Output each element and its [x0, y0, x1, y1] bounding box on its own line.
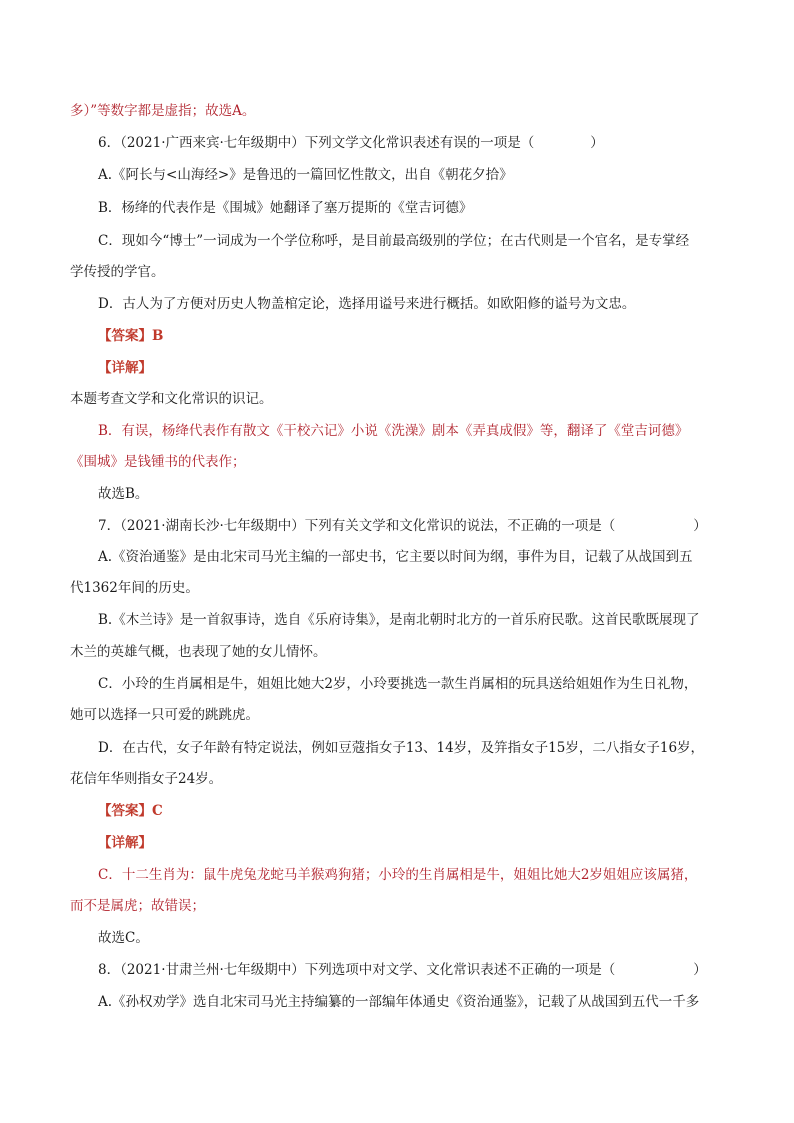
- question-8-option-a: A.《孙权劝学》选自北宋司马光主持编纂的一部编年体通史《资治通鉴》，记载了从战国到五代一千多: [98, 994, 700, 1010]
- question-7-option-c-cont: 她可以选择一只可爱的跳跳虎。: [70, 707, 259, 723]
- question-7-option-b: B.《木兰诗》是一首叙事诗，选自《乐府诗集》，是南北朝时北方的一首乐府民歌。这首民歌既展现了: [98, 612, 700, 628]
- answer-label: 【答案】B: [98, 328, 164, 344]
- explanation-c-cont: 而不是属虎；故错误；: [70, 898, 205, 914]
- question-7-option-a-cont: 代1362年间的历史。: [70, 580, 199, 596]
- question-7-stem: 7．（2021·湖南长沙·七年级期中）下列有关文学和文化常识的说法，不正确的一项是（ ）: [98, 518, 707, 534]
- question-6-option-b: B．杨绛的代表作是《围城》她翻译了塞万提斯的《堂吉诃德》: [98, 200, 473, 216]
- question-6-option-d: D．古人为了方便对历史人物盖棺定论，选择用谥号来进行概括。如欧阳修的谥号为文忠。: [98, 296, 636, 312]
- question-7-option-d-cont: 花信年华则指女子24岁。: [70, 771, 223, 787]
- question-7-option-a: A.《资治通鉴》是由北宋司马光主编的一部史书，它主要以时间为纲，事件为目，记载了从战国到五: [98, 549, 693, 565]
- answer-continuation: 多）”等数字都是虚指；故选A。: [70, 103, 256, 119]
- conclusion: 故选C。: [98, 930, 149, 946]
- question-8-stem: 8．（2021·甘肃兰州·七年级期中）下列选项中对文学、文化常识表述不正确的一项是（ ）: [98, 962, 707, 978]
- question-7-option-b-cont: 木兰的英雄气概，也表现了她的女儿情怀。: [70, 644, 327, 660]
- explanation-b-cont: 《围城》是钱锺书的代表作；: [70, 454, 246, 470]
- conclusion: 故选B。: [98, 486, 149, 502]
- question-7-option-c: C．小玲的生肖属相是牛，姐姐比她大2岁，小玲要挑选一款生肖属相的玩具送给姐姐作为生日礼物，: [98, 676, 698, 692]
- answer-label: 【答案】C: [98, 803, 163, 819]
- explanation-b: B．有误，杨绛代表作有散文《干校六记》小说《洗澡》剧本《弄真成假》等，翻译了《堂吉诃德》: [98, 423, 689, 439]
- question-6-option-c: C．现如今“博士”一词成为一个学位称呼，是目前最高级别的学位；在古代则是一个官名，是专掌经: [98, 233, 690, 249]
- question-6-stem: 6．（2021·广西来宾·七年级期中）下列文学文化常识表述有误的一项是（ ）: [98, 135, 604, 151]
- explanation-label: 【详解】: [98, 360, 152, 376]
- question-6-option-c-cont: 学传授的学官。: [70, 264, 165, 280]
- question-7-option-d: D．在古代，女子年龄有特定说法，例如豆蔻指女子13、14岁，及笄指女子15岁，二八指女子16岁，: [98, 740, 705, 756]
- explanation-text: 本题考查文学和文化常识的识记。: [70, 391, 273, 407]
- explanation-label: 【详解】: [98, 835, 152, 851]
- question-6-option-a: A.《阿长与<山海经>》是鲁迅的一篇回忆性散文，出自《朝花夕拾》: [98, 167, 513, 183]
- explanation-c: C．十二生肖为：鼠牛虎兔龙蛇马羊猴鸡狗猪；小玲的生肖属相是牛，姐姐比她大2岁姐姐应该属猪，: [98, 867, 698, 883]
